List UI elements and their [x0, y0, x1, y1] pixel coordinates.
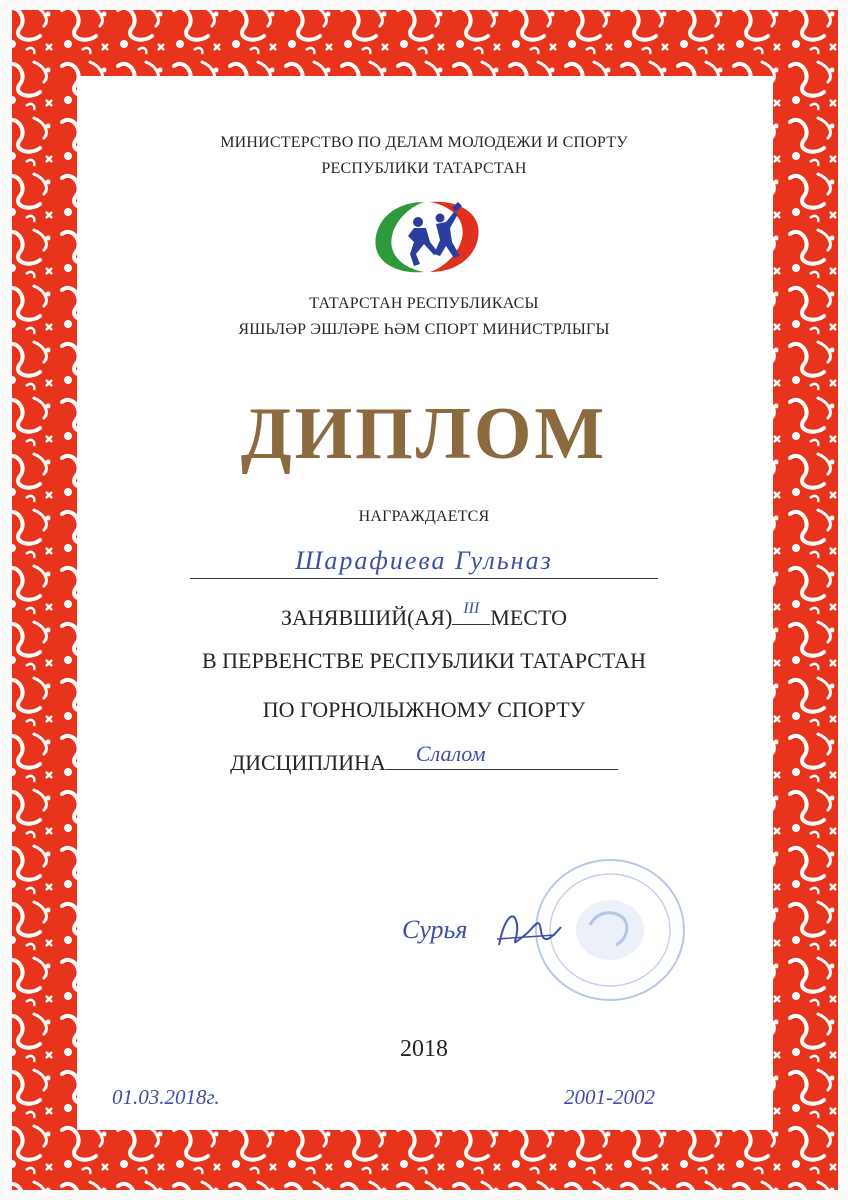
discipline-value: Слалом: [415, 741, 486, 766]
ministry-logo: [368, 198, 486, 276]
signature: Сурья: [402, 915, 468, 944]
place-prefix: ЗАНЯВШИЙ(АЯ): [280, 605, 453, 630]
handwritten-date: 01.03.2018г.: [112, 1085, 220, 1109]
event-line2: ПО ГОРНОЛЫЖНОМУ СПОРТУ: [262, 697, 586, 722]
recipient-name: Шарафиева Гульназ: [295, 546, 553, 575]
ministry-tt-line1: ТАТАРСТАН РЕСПУБЛИКАСЫ: [309, 295, 539, 312]
signature-flourish: [495, 905, 565, 955]
event-line1: В ПЕРВЕНСТВЕ РЕСПУБЛИКИ ТАТАРСТАН: [201, 648, 647, 673]
place-row: [0, 600, 848, 631]
discipline-row: [0, 741, 848, 776]
discipline-label: ДИСЦИПЛИНА: [230, 750, 386, 775]
place-blank: [452, 600, 490, 625]
ministry-tt-line2: ЯШЬЛӘР ЭШЛӘРЕ ҺӘМ СПОРТ МИНИСТРЛЫГЫ: [238, 321, 610, 338]
place-value: III: [463, 600, 480, 617]
discipline-blank: [386, 741, 618, 770]
diploma-title: ДИПЛОМ: [240, 393, 608, 475]
ministry-ru-line1: МИНИСТЕРСТВО ПО ДЕЛАМ МОЛОДЕЖИ И СПОРТУ: [220, 134, 628, 151]
award-year: 2018: [400, 1036, 448, 1062]
handwritten-years: 2001-2002: [564, 1085, 655, 1109]
ministry-ru-line2: РЕСПУБЛИКИ ТАТАРСТАН: [321, 160, 527, 177]
place-suffix: МЕСТО: [490, 605, 568, 630]
awarded-label: НАГРАЖДАЕТСЯ: [358, 508, 490, 525]
recipient-blank: [190, 548, 658, 579]
recipient-row: [0, 548, 848, 585]
